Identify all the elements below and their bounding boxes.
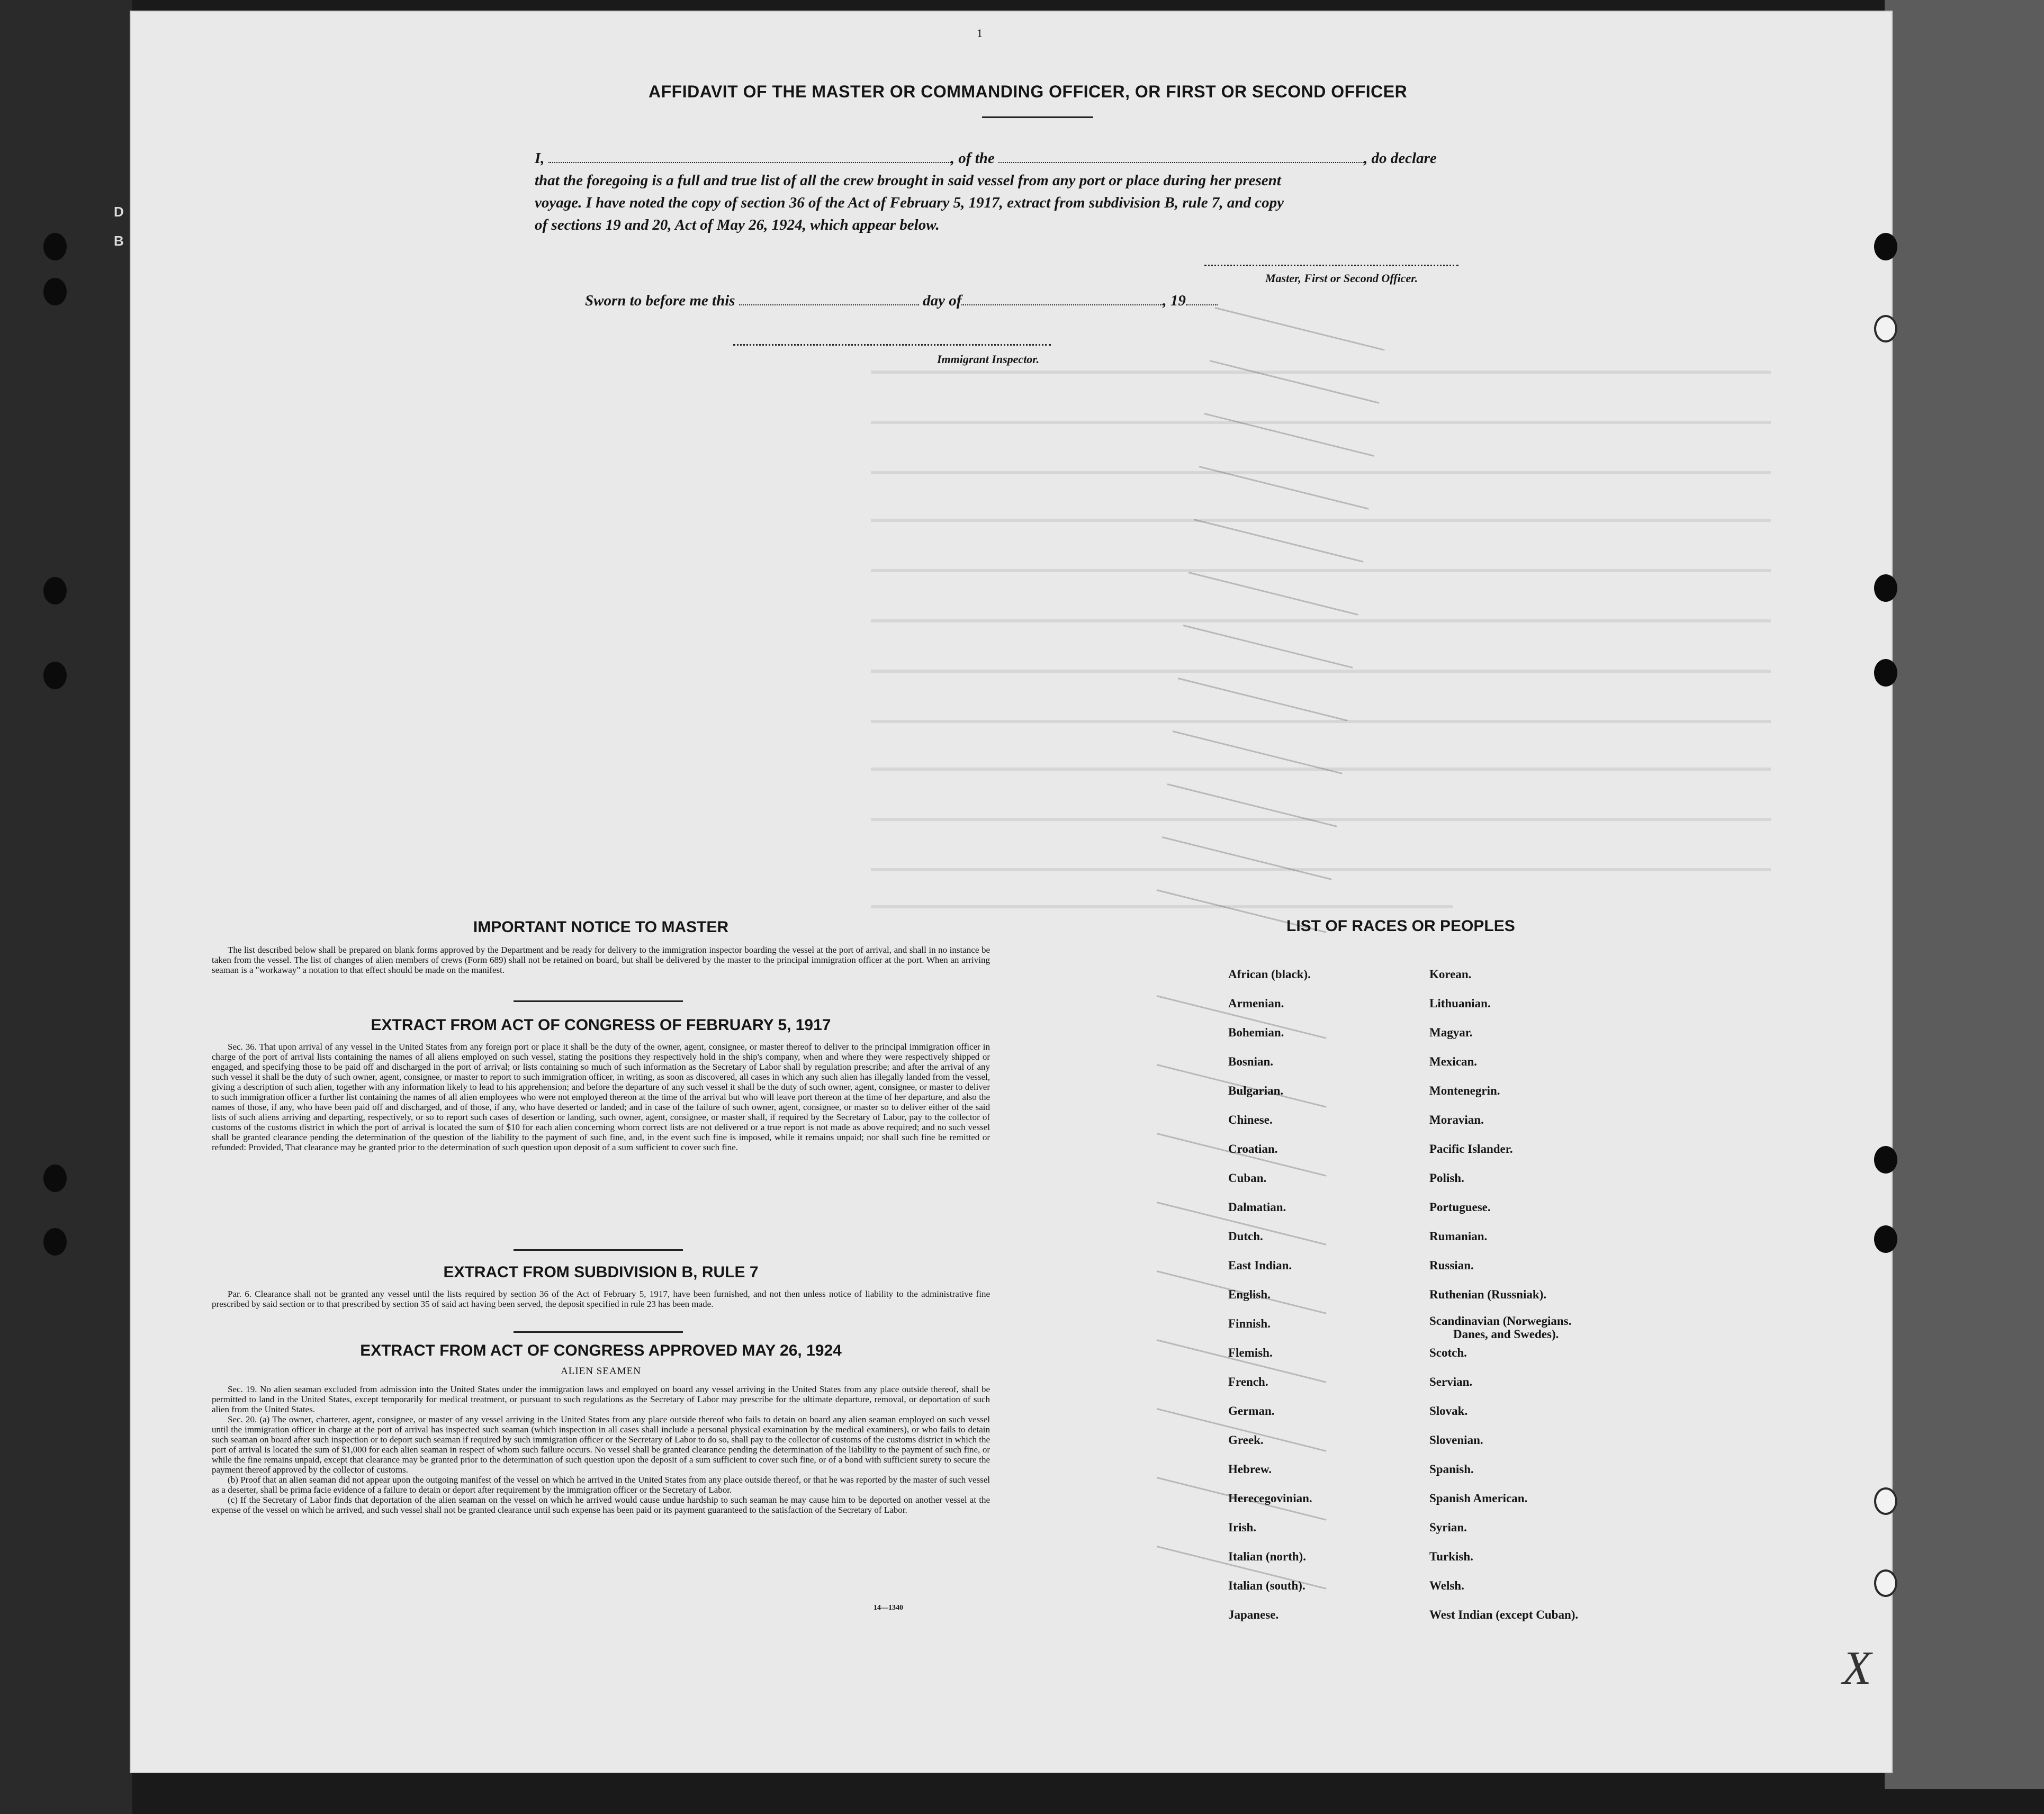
- binder-hole: [1874, 1225, 1897, 1253]
- year-prefix: , 19: [1163, 292, 1186, 309]
- race-item: Magyar.: [1429, 1026, 1473, 1039]
- section-rule: [514, 1331, 683, 1333]
- race-item: Spanish American.: [1429, 1492, 1528, 1505]
- binder-hole: [1874, 233, 1897, 260]
- race-item: French.: [1228, 1375, 1268, 1388]
- do-declare-text: , do declare: [1364, 150, 1437, 167]
- declaration-line-2: that the foregoing is a full and true list of all the crew brought in said vessel from any port or place during her present: [535, 172, 1281, 189]
- declaration-line-4: of sections 19 and 20, Act of May 26, 1924, which appear below.: [535, 216, 940, 233]
- race-item: Korean.: [1429, 968, 1472, 981]
- alien-seamen-subheading: ALIEN SEAMEN: [561, 1366, 641, 1377]
- race-item: Slovenian.: [1429, 1433, 1483, 1447]
- race-item: Welsh.: [1429, 1579, 1464, 1592]
- binder-hole: [43, 577, 67, 604]
- binder-hole: [1874, 315, 1897, 342]
- binder-hole: [1874, 1146, 1897, 1174]
- race-item: Montenegrin.: [1429, 1084, 1500, 1097]
- race-item: East Indian.: [1228, 1259, 1292, 1272]
- race-item: Cuban.: [1228, 1171, 1267, 1185]
- extract-1917-heading: EXTRACT FROM ACT OF CONGRESS OF FEBRUARY 5, 1917: [371, 1016, 831, 1034]
- race-item: Bosnian.: [1228, 1055, 1274, 1068]
- race-item: Russian.: [1429, 1259, 1474, 1272]
- section-20b-paragraph: (b) Proof that an alien seaman did not appear upon the outgoing manifest of the vessel on which he arrived in the United States from any place outside thereof, or that he was reported by the master of such vessel as a deserter, shall be prima facie evidence of a failure to detain or deport after requirement by the immigration officer or the Secretary of Labor.: [212, 1475, 990, 1495]
- race-item: African (black).: [1228, 968, 1311, 981]
- races-heading: LIST OF RACES OR PEOPLES: [1286, 917, 1515, 935]
- binder-hole: [1874, 659, 1897, 687]
- sworn-day-field[interactable]: [739, 304, 919, 305]
- master-signature-label: Master, First or Second Officer.: [1265, 272, 1418, 285]
- binder-hole: [1874, 1569, 1897, 1597]
- declaration-line-1: [535, 147, 1673, 169]
- race-item: Moravian.: [1429, 1113, 1484, 1126]
- extract-rule7-text: [212, 1289, 990, 1309]
- race-item: Servian.: [1429, 1375, 1473, 1388]
- binder-hole: [43, 278, 67, 305]
- declarant-name-field[interactable]: [548, 162, 951, 163]
- race-item: Greek.: [1228, 1433, 1264, 1447]
- race-item: Dalmatian.: [1228, 1201, 1286, 1214]
- scan-border-left: [0, 0, 132, 1814]
- race-item: Lithuanian.: [1429, 997, 1491, 1010]
- notice-heading: IMPORTANT NOTICE TO MASTER: [473, 918, 729, 936]
- binder-hole: [1874, 1487, 1897, 1515]
- race-item: Italian (north).: [1228, 1550, 1306, 1563]
- race-item: Polish.: [1429, 1171, 1464, 1185]
- declaration-line-3: voyage. I have noted the copy of section 36 of the Act of February 5, 1917, extract from subdivision B, rule 7, and copy: [535, 194, 1284, 211]
- title-underline: [982, 116, 1093, 118]
- binder-hole: [43, 662, 67, 689]
- race-item: Pacific Islander.: [1429, 1142, 1513, 1156]
- sworn-label: Sworn to before me this: [585, 292, 735, 309]
- extract-1924-heading: EXTRACT FROM ACT OF CONGRESS APPROVED MAY 26, 1924: [360, 1342, 842, 1359]
- race-item: English.: [1228, 1288, 1271, 1301]
- sworn-year-field[interactable]: [1186, 304, 1218, 305]
- section-20a-paragraph: Sec. 20. (a) The owner, charterer, agent, consignee, or master of any vessel arriving in the United States from any place outside thereof who fails to detain on board any alien seaman employed on such vessel until the immigration officer in charge at the port of arrival has inspected such seaman (which inspection in all cases shall include a personal physical examination by the medical examiners), or who fails to detain such seaman on board after such inspection or to deport such seaman if required by such immigration officer or the Secretary of Labor to do so, shall pay to the collector of customs of the customs district in which the port of arrival is located the sum of $1,000 for each alien seaman in respect of whom such failure occurs. No vessel shall be granted clearance pending the determination of the liability to the payment of such fine, or while the fine remains unpaid, except that clearance may be granted prior to the determination of such question upon the deposit of a sum sufficient to cover such fine, or of a bond with sufficient surety to secure the payment thereof approved by the collector of customs.: [212, 1414, 990, 1475]
- section-19-paragraph: Sec. 19. No alien seaman excluded from admission into the United States under the immigration laws and employed on board any vessel arriving in the United States from any place outside thereof, shall be permitted to land in the United States, except temporarily for medical treatment, or pursuant to such regulations as the Secretary of Labor may prescribe for the ultimate departure, removal, or deportation of such alien from the United States.: [212, 1384, 990, 1414]
- race-item: Croatian.: [1228, 1142, 1278, 1156]
- race-item-continuation: Danes, and Swedes).: [1453, 1328, 1559, 1341]
- paragraph-6: Par. 6. Clearance shall not be granted any vessel until the lists required by section 36 of the Act of February 5, 1917, have been furnished, and not then unless notice of liability to the administrative fine prescribed by said section or to that prescribed by section 35 of said act having been served, the deposit specified in rule 23 has been made.: [212, 1289, 990, 1309]
- declarant-prefix: I,: [535, 150, 545, 167]
- race-item: Slovak.: [1429, 1404, 1468, 1418]
- race-item: Turkish.: [1429, 1550, 1473, 1563]
- race-item: Bohemian.: [1228, 1026, 1284, 1039]
- race-item: Irish.: [1228, 1521, 1257, 1534]
- form-page: [130, 11, 1893, 1773]
- extract-1924-text: [212, 1384, 990, 1515]
- race-item: Bulgarian.: [1228, 1084, 1284, 1097]
- binder-hole: [43, 1228, 67, 1256]
- handwritten-x-mark: X: [1842, 1642, 1871, 1694]
- race-item: West Indian (except Cuban).: [1429, 1608, 1579, 1621]
- page-mark: 1: [977, 26, 983, 40]
- race-item: Japanese.: [1228, 1608, 1279, 1621]
- race-item: Finnish.: [1228, 1317, 1271, 1330]
- race-item: Portuguese.: [1429, 1201, 1491, 1214]
- section-rule: [514, 1249, 683, 1251]
- race-item: Mexican.: [1429, 1055, 1478, 1068]
- race-item: German.: [1228, 1404, 1275, 1418]
- of-the-text: , of the: [950, 150, 995, 167]
- master-signature-field[interactable]: [1204, 265, 1458, 266]
- scan-border-right: [1906, 0, 2044, 1814]
- race-item: Syrian.: [1429, 1521, 1467, 1534]
- form-number: 14—1340: [874, 1604, 903, 1612]
- race-item: Dutch.: [1228, 1230, 1263, 1243]
- race-item: Spanish.: [1429, 1463, 1474, 1476]
- sworn-month-field[interactable]: [961, 304, 1163, 305]
- binder-hole: [43, 233, 67, 260]
- sworn-line: [585, 290, 1218, 312]
- affidavit-title: AFFIDAVIT OF THE MASTER OR COMMANDING OFFICER, OR FIRST OR SECOND OFFICER: [649, 82, 1408, 101]
- race-item: Scotch.: [1429, 1346, 1467, 1359]
- extract-1917-text: [212, 1042, 990, 1152]
- race-item: Chinese.: [1228, 1113, 1273, 1126]
- section-20c-paragraph: (c) If the Secretary of Labor finds that deportation of the alien seaman on the vessel on which he arrived would cause undue hardship to such seaman he may cause him to be deported on another vessel at the expense of the vessel on which he arrived, and such vessel shall not be granted clearance until such expense has been paid or its payment guaranteed to the satisfaction of the Secretary of Labor.: [212, 1495, 990, 1515]
- notice-paragraph: The list described below shall be prepared on blank forms approved by the Department and be ready for delivery to the immigration inspector boarding the vessel at the port of arrival, and shall in no instance be taken from the vessel. The list of changes of alien members of crews (Form 689) shall not be retained on board, but shall be delivered by the master to the principal immigration officer at the port. When an arriving seaman is a "workaway" a notation to that effect should be made on the manifest.: [212, 945, 990, 975]
- race-item: Rumanian.: [1429, 1230, 1488, 1243]
- notice-text: [212, 945, 990, 975]
- race-item: Armenian.: [1228, 997, 1284, 1010]
- race-item: Herecegovinian.: [1228, 1492, 1312, 1505]
- margin-mark-b: B: [114, 233, 124, 249]
- race-item: Ruthenian (Russniak).: [1429, 1288, 1547, 1301]
- binder-hole: [43, 1165, 67, 1192]
- inspector-signature-field[interactable]: [733, 344, 1051, 346]
- vessel-name-field[interactable]: [998, 162, 1364, 163]
- race-item: Italian (south).: [1228, 1579, 1305, 1592]
- race-item: Flemish.: [1228, 1346, 1273, 1359]
- day-of-label: day of: [923, 292, 962, 309]
- binder-hole: [1874, 574, 1897, 602]
- race-item: Scandinavian (Norwegians.: [1429, 1314, 1572, 1328]
- margin-mark-d: D: [114, 204, 124, 220]
- extract-rule7-heading: EXTRACT FROM SUBDIVISION B, RULE 7: [443, 1264, 759, 1281]
- inspector-signature-label: Immigrant Inspector.: [937, 353, 1040, 366]
- section-rule: [514, 1000, 683, 1002]
- race-item: Hebrew.: [1228, 1463, 1272, 1476]
- section-36-paragraph: Sec. 36. That upon arrival of any vessel in the United States from any foreign port or place it shall be the duty of the owner, agent, consignee, or master thereof to deliver to the principal immigration officer in charge of the port of arrival lists containing the names of all aliens employed on such vessel, stating the positions they respectively hold in the ship's company, when and where they were respectively shipped or engaged, and specifying those to be paid off and discharged in the port of arrival; or lists containing so much of such information as the Secretary of Labor shall by regulation prescribe; and after the arrival of any such vessel it shall be the duty of such owner, agent, consignee, or master to report to such immigration officer, in writing, as soon as discovered, all cases in which any such alien has illegally landed from the vessel, giving a description of such alien, together with any information likely to lead to his apprehension; and before the departure of any such vessel it shall be the duty of such owner, agent, consignee, or master to deliver to such immigration officer a further list containing the names of all alien employees who were not employed thereon at the time of the arrival but who will leave port thereon at the time of her departure, and also the names of those, if any, who have been paid off and discharged, and of those, if any, who have deserted or landed; and in case of the failure of such owner, agent, consignee, or master so to deliver either of the said lists of such aliens arriving and departing, respectively, or so to report such cases of desertion or landing, such owner, agent, consignee, or master shall, if required by the Secretary of Labor, pay to the collector of customs of the customs district in which the port of arrival is located the sum of $10 for each alien concerning whom correct lists are not delivered or a true report is not made as above required; and no such vessel shall be granted clearance pending the determination of the question of the liability to the payment of such fine, and, in the event such fine is imposed, while it remains unpaid; nor shall such fine be remitted or refunded: Provided, That clearance may be granted prior to the determination of such question upon deposit of a sum sufficient to cover such fine.: [212, 1042, 990, 1152]
